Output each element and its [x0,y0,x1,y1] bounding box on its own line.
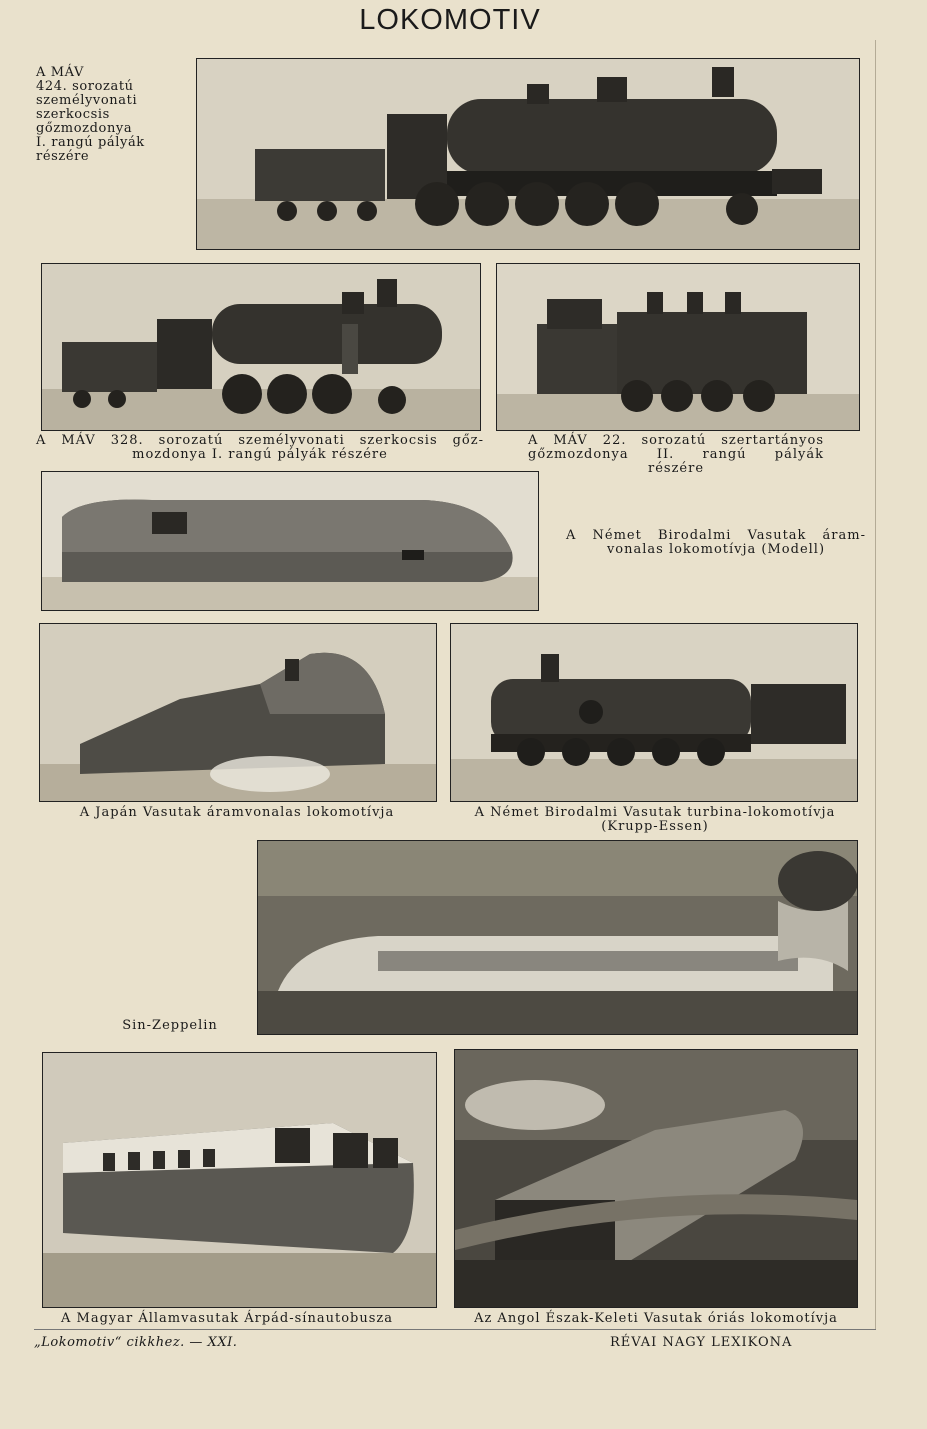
caption-mav-328: A MÁV 328. sorozatú személyvonati szerkocsis gőz- mozdonya I. rangú pályák részére [36,433,484,462]
caption-sin-zeppelin: Sin-Zeppelin [122,1018,218,1033]
steam-locomotive-illustration [42,264,480,430]
photo-mav-424 [196,58,860,250]
caption-japan-streamlined: A Japán Vasutak áramvonalas lokomotívja [79,805,395,820]
footer-reference: „Lokomotiv“ cikkhez. — XXI. [34,1335,238,1350]
streamlined-locomotive-illustration [40,624,436,801]
railbus-illustration [43,1053,436,1307]
turbine-locomotive-illustration [451,624,857,801]
streamlined-locomotive-illustration [42,472,538,610]
tank-locomotive-illustration [497,264,859,430]
caption-arpad-railbus: A Magyar Államvasutak Árpád-sínautobusza [61,1311,393,1326]
caption-mav-22: A MÁV 22. sorozatú szertartányos gőzmozdonya II. rangú pályák részére [528,433,824,476]
photo-german-turbine [450,623,858,802]
footer-rule [34,1329,876,1330]
photo-english-giant [454,1049,858,1308]
margin-rule [875,40,876,1330]
footer-publisher: RÉVAI NAGY LEXIKONA [610,1335,793,1350]
photo-mav-328 [41,263,481,431]
page-title: LOKOMOTIV [359,4,541,36]
caption-english-giant: Az Angol Észak-Keleti Vasutak óriás lokomotívja [474,1311,838,1326]
rail-zeppelin-illustration [258,841,857,1034]
photo-mav-22 [496,263,860,431]
steam-locomotive-illustration [197,59,859,249]
caption-german-turbine: A Német Birodalmi Vasutak turbina-lokomotívja (Krupp-Essen) [474,805,836,834]
photo-japan-streamlined [39,623,437,802]
caption-german-streamlined-model: A Német Birodalmi Vasutak áram- vonalas lokomotívja (Modell) [566,528,866,557]
photo-arpad-railbus [42,1052,437,1308]
giant-locomotive-illustration [455,1050,857,1307]
photo-german-streamlined-model [41,471,539,611]
photo-sin-zeppelin [257,840,858,1035]
caption-mav-424: A MÁV 424. sorozatú személyvonati szerkocsis gőzmozdonya I. rangú pályák részére [36,65,145,164]
